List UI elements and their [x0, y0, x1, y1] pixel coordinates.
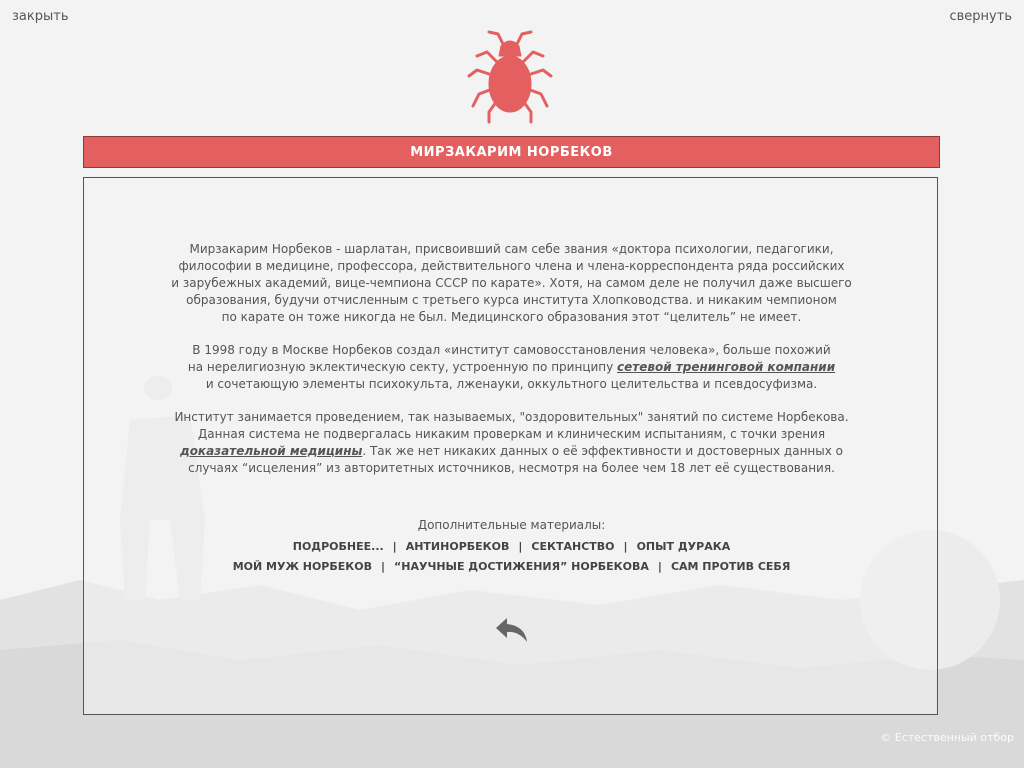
text-line: и зарубежных академий, вице-чемпиона СССР по карате». Хотя, на самом деле не получил даже высшего — [171, 276, 852, 290]
system-paragraph — [84, 409, 939, 477]
institute-paragraph — [84, 342, 939, 393]
more-link-fool-experience[interactable]: ОПЫТ ДУРАКА — [636, 540, 731, 553]
more-link-sectarianism[interactable]: СЕКТАНСТВО — [531, 540, 615, 553]
text-line: случаях “исцеления” из авторитетных источников, несмотря на более чем 18 лет её существования. — [188, 461, 835, 475]
separator: | — [392, 540, 397, 553]
more-link-my-husband[interactable]: МОЙ МУЖ НОРБЕКОВ — [232, 560, 372, 573]
network-company-link[interactable]: сетевой тренинговой компании — [617, 360, 836, 374]
intro-paragraph — [84, 241, 939, 326]
text-line: Мирзакарим Норбеков - шарлатан, присвоивший сам себе звания «доктора психологии, педагогики, — [189, 242, 834, 256]
text-line — [84, 443, 939, 460]
tick-icon — [465, 30, 555, 126]
close-link[interactable]: закрыть — [12, 9, 69, 24]
text-line: Институт занимается проведением, так называемых, "оздоровительных" занятий по системе Норбекова. — [174, 410, 849, 424]
back-arrow-icon[interactable] — [495, 616, 529, 644]
evidence-medicine-link[interactable]: доказательной медицины — [180, 444, 363, 458]
more-materials-heading: Дополнительные материалы: — [417, 518, 606, 532]
text-fragment: . Так же нет никаких данных о её эффективности и достоверных данных о — [362, 444, 843, 458]
more-link-scientific-achievements[interactable]: “НАУЧНЫЕ ДОСТИЖЕНИЯ” НОРБЕКОВА — [394, 560, 649, 573]
content-panel — [83, 177, 938, 715]
separator: | — [657, 560, 662, 573]
separator: | — [623, 540, 628, 553]
more-link-against-himself[interactable]: САМ ПРОТИВ СЕБЯ — [670, 560, 791, 573]
more-link-antinorbekov[interactable]: АНТИНОРБЕКОВ — [405, 540, 510, 553]
copyright-notice: © Естественный отбор — [880, 731, 1014, 744]
page-title: МИРЗАКАРИМ НОРБЕКОВ — [83, 136, 940, 168]
text-line: образования, будучи отчисленным с третьего курса института Хлопководства. и никаким чемпионом — [186, 293, 837, 307]
separator: | — [381, 560, 386, 573]
text-fragment: на нерелигиозную эклектическую секту, устроенную по принципу — [187, 360, 618, 374]
text-line: В 1998 году в Москве Норбеков создал «институт самовосстановления человека», больше похожий — [192, 343, 831, 357]
more-links-row — [84, 540, 939, 553]
text-line: философии в медицине, профессора, действительного члена и члена-корреспондента ряда российских — [178, 259, 845, 273]
more-link-details[interactable]: ПОДРОБНЕЕ... — [292, 540, 384, 553]
text-line — [84, 359, 939, 376]
minimize-link[interactable]: свернуть — [949, 9, 1012, 24]
separator: | — [518, 540, 523, 553]
text-line: Данная система не подвергалась никаким проверкам и клиническим испытаниям, с точки зрения — [197, 427, 826, 441]
more-links-row — [84, 560, 939, 573]
text-line: по карате он тоже никогда не был. Медицинского образования этот “целитель” не имеет. — [221, 310, 802, 324]
text-line: и сочетающую элементы психокульта, лженауки, оккультного целительства и псевдосуфизма. — [205, 377, 818, 391]
